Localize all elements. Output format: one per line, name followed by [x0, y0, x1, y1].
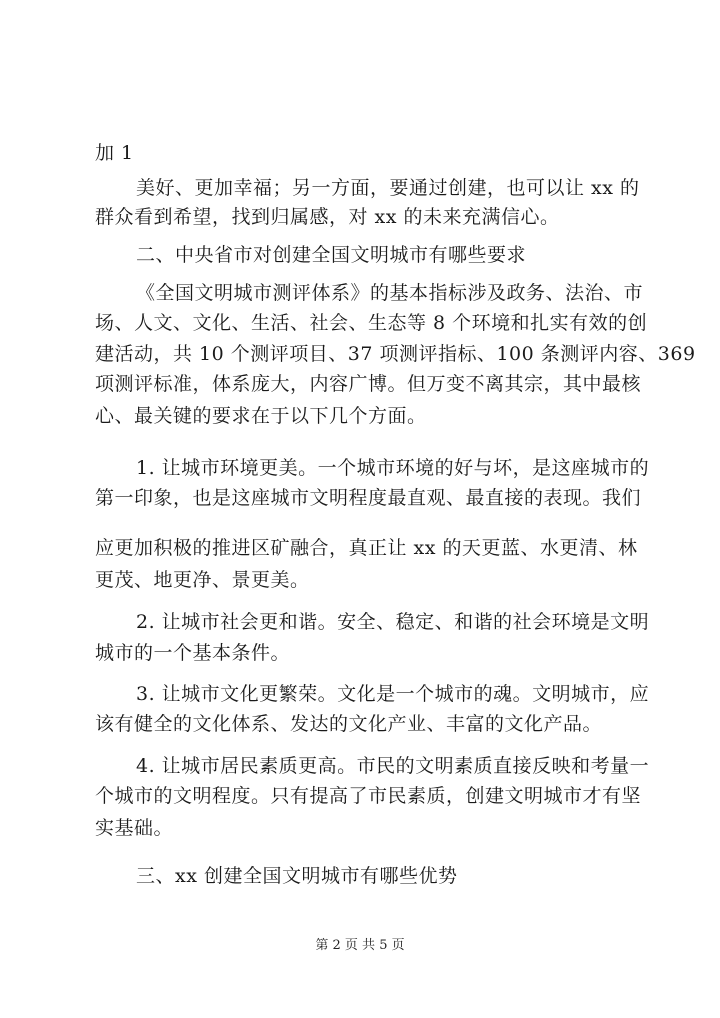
paragraph-line: 美好、更加幸福；另一方面，要通过创建，也可以让 xx 的 [136, 177, 640, 199]
paragraph-line: 群众看到希望，找到归属感，对 xx 的未来充满信心。 [95, 206, 560, 228]
paragraph-line: 个城市的文明程度。只有提高了市民素质，创建文明城市才有坚 [95, 785, 642, 807]
paragraph-line: 场、人文、文化、生活、社会、生态等 8 个环境和扎实有效的创 [95, 312, 648, 334]
paragraph-line: 该有健全的文化体系、发达的文化产业、丰富的文化产品。 [95, 713, 603, 735]
paragraph-line: 建活动，共 10 个测评项目、37 项测评指标、100 条测评内容、369 [95, 343, 696, 365]
section-heading: 二、中央省市对创建全国文明城市有哪些要求 [136, 244, 527, 266]
section-heading: 三、xx 创建全国文明城市有哪些优势 [136, 865, 458, 887]
page-number-footer: 第 2 页 共 5 页 [315, 938, 405, 953]
paragraph-line: 实基础。 [95, 817, 174, 839]
paragraph-line: 更茂、地更净、景更美。 [95, 569, 310, 591]
list-item-line: 2. 让城市社会更和谐。安全、稳定、和谐的社会环境是文明 [136, 611, 650, 633]
list-item-line: 4. 让城市居民素质更高。市民的文明素质直接反映和考量一 [136, 755, 650, 777]
paragraph-line: 项测评标准，体系庞大，内容广博。但万变不离其宗，其中最核 [95, 373, 642, 395]
paragraph-line: 《全国文明城市测评体系》的基本指标涉及政务、法治、市 [136, 282, 644, 304]
text-line: 加 1 [95, 142, 134, 164]
paragraph-line: 城市的一个基本条件。 [95, 642, 291, 664]
paragraph-line: 心、最关键的要求在于以下几个方面。 [95, 405, 427, 427]
paragraph-line: 第一印象，也是这座城市文明程度最直观、最直接的表现。我们 [95, 487, 642, 509]
list-item-line: 1. 让城市环境更美。一个城市环境的好与坏，是这座城市的 [136, 457, 650, 479]
list-item-line: 3. 让城市文化更繁荣。文化是一个城市的魂。文明城市，应 [136, 683, 650, 705]
paragraph-line: 应更加积极的推进区矿融合，真正让 xx 的天更蓝、水更清、林 [95, 537, 638, 559]
